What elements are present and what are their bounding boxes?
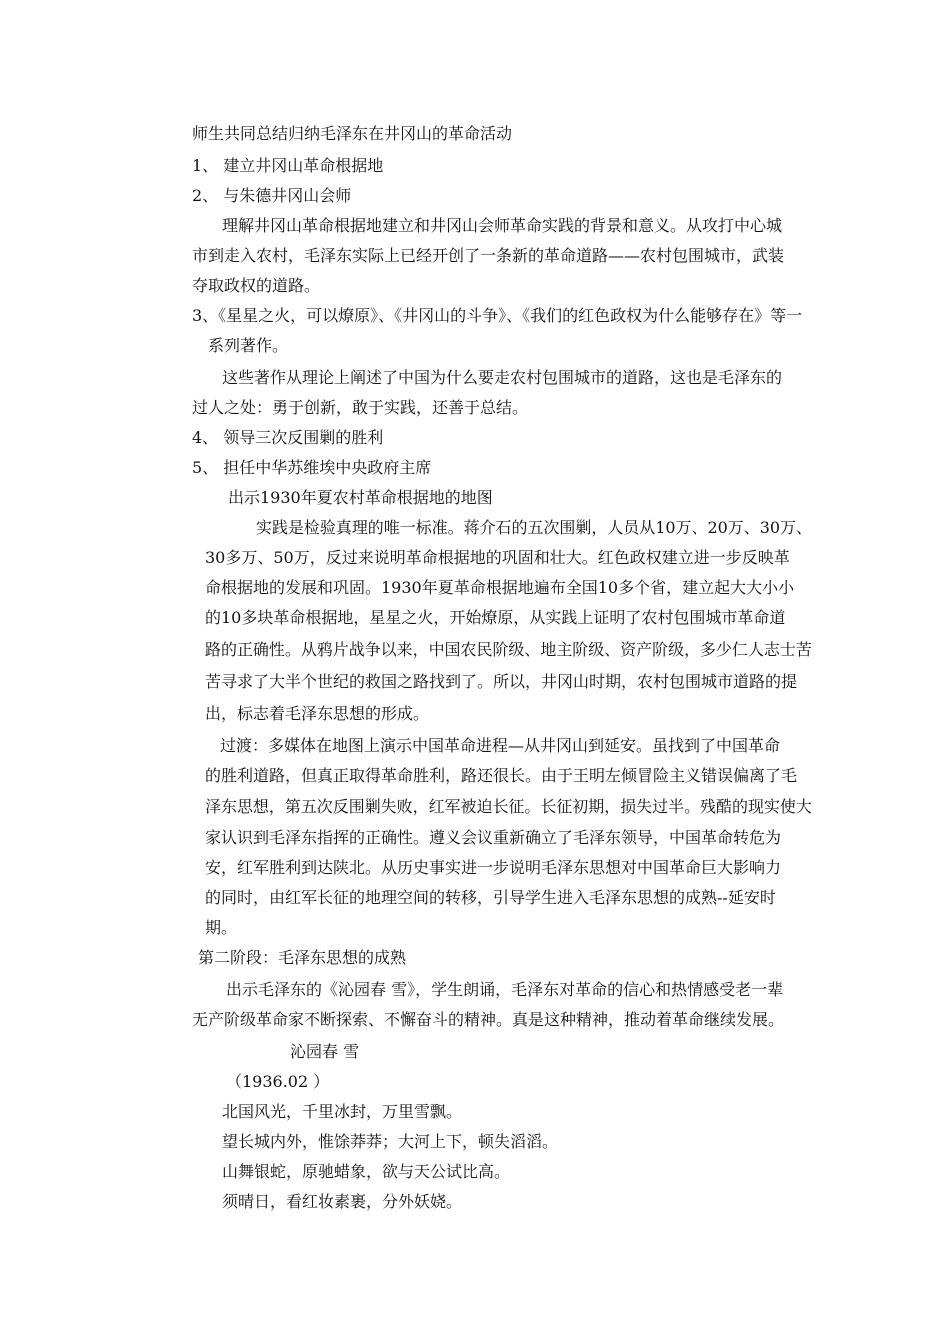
- list-item-1: 1、 建立井冈山革命根据地: [192, 156, 384, 175]
- paragraph-line: 出，标志着毛泽东思想的形成。: [205, 704, 430, 723]
- paragraph-line: 出示毛泽东的《沁园春 雪》，学生朗诵，毛泽东对革命的信心和热情感受老一辈: [226, 980, 784, 999]
- paragraph-line: 苦寻求了大半个世纪的救国之路找到了。所以，井冈山时期，农村包围城市道路的提: [205, 672, 798, 691]
- paragraph-line: 泽东思想，第五次反围剿失败，红军被迫长征。长征初期，损失过半。残酷的现实使大: [205, 797, 812, 816]
- list-item-5: 5、 担任中华苏维埃中央政府主席: [192, 458, 432, 477]
- map-note: 出示1930年夏农村革命根据地的地图: [228, 488, 493, 507]
- paragraph-line: 无产阶级革命家不断探索、不懈奋斗的精神。真是这种精神，推动着革命继续发展。: [192, 1010, 785, 1029]
- list-item-3-continued: 系列著作。: [208, 336, 289, 355]
- list-item-2: 2、 与朱德井冈山会师: [192, 186, 352, 205]
- paragraph-line: 市到走入农村，毛泽东实际上已经开创了一条新的革命道路——农村包围城市，武装: [192, 246, 785, 265]
- paragraph-line: 这些著作从理论上阐述了中国为什么要走农村包围城市的道路，这也是毛泽东的: [222, 368, 783, 387]
- paragraph-line: 期。: [205, 918, 238, 937]
- paragraph-line: 的同时，由红军长征的地理空间的转移，引导学生进入毛泽东思想的成熟--延安时: [205, 888, 776, 907]
- paragraph-line: 过渡：多媒体在地图上演示中国革命进程—从井冈山到延安。虽找到了中国革命: [220, 736, 781, 755]
- paragraph-line: 命根据地的发展和巩固。1930年夏革命根据地遍布全国10多个省，建立起大大小小: [205, 578, 795, 597]
- list-item-3: 3、《星星之火，可以燎原》、《井冈山的斗争》、《我们的红色政权为什么能够存在》等一: [192, 306, 803, 325]
- stage-heading: 第二阶段：毛泽东思想的成熟: [198, 948, 407, 967]
- poem-line: 望长城内外，惟馀莽莽；大河上下，顿失滔滔。: [222, 1132, 559, 1151]
- poem-line: 山舞银蛇，原驰蜡象，欲与天公试比高。: [222, 1162, 511, 1181]
- section-heading: 师生共同总结归纳毛泽东在井冈山的革命活动: [192, 124, 513, 143]
- paragraph-line: 夺取政权的道路。: [192, 276, 321, 295]
- paragraph-line: 的胜利道路，但真正取得革命胜利，路还很长。由于王明左倾冒险主义错误偏离了毛: [205, 766, 798, 785]
- list-item-4: 4、 领导三次反围剿的胜利: [192, 428, 384, 447]
- paragraph-line: 过人之处：勇于创新，敢于实践，还善于总结。: [192, 398, 529, 417]
- poem-title: 沁园春 雪: [290, 1042, 360, 1061]
- paragraph-line: 30多万、50万，反过来说明革命根据地的巩固和壮大。红色政权建立进一步反映革: [205, 548, 790, 567]
- poem-line: 北国风光，千里冰封，万里雪飘。: [222, 1102, 463, 1121]
- paragraph-line: 家认识到毛泽东指挥的正确性。遵义会议重新确立了毛泽东领导，中国革命转危为: [205, 828, 782, 847]
- paragraph-line: 安，红军胜利到达陕北。从历史事实进一步说明毛泽东思想对中国革命巨大影响力: [205, 858, 782, 877]
- paragraph-line: 路的正确性。从鸦片战争以来，中国农民阶级、地主阶级、资产阶级，多少仁人志士苦: [205, 640, 812, 659]
- paragraph-line: 实践是检验真理的唯一标准。蒋介石的五次围剿，人员从10万、20万、30万、: [256, 518, 812, 537]
- paragraph-line: 理解井冈山革命根据地建立和井冈山会师革命实践的背景和意义。从攻打中心城: [222, 216, 783, 235]
- poem-date: （1936.02 ）: [226, 1072, 330, 1091]
- poem-line: 须晴日，看红妆素裹，分外妖娆。: [222, 1192, 463, 1211]
- paragraph-line: 的10多块革命根据地，星星之火，开始燎原，从实践上证明了农村包围城市革命道: [205, 608, 786, 627]
